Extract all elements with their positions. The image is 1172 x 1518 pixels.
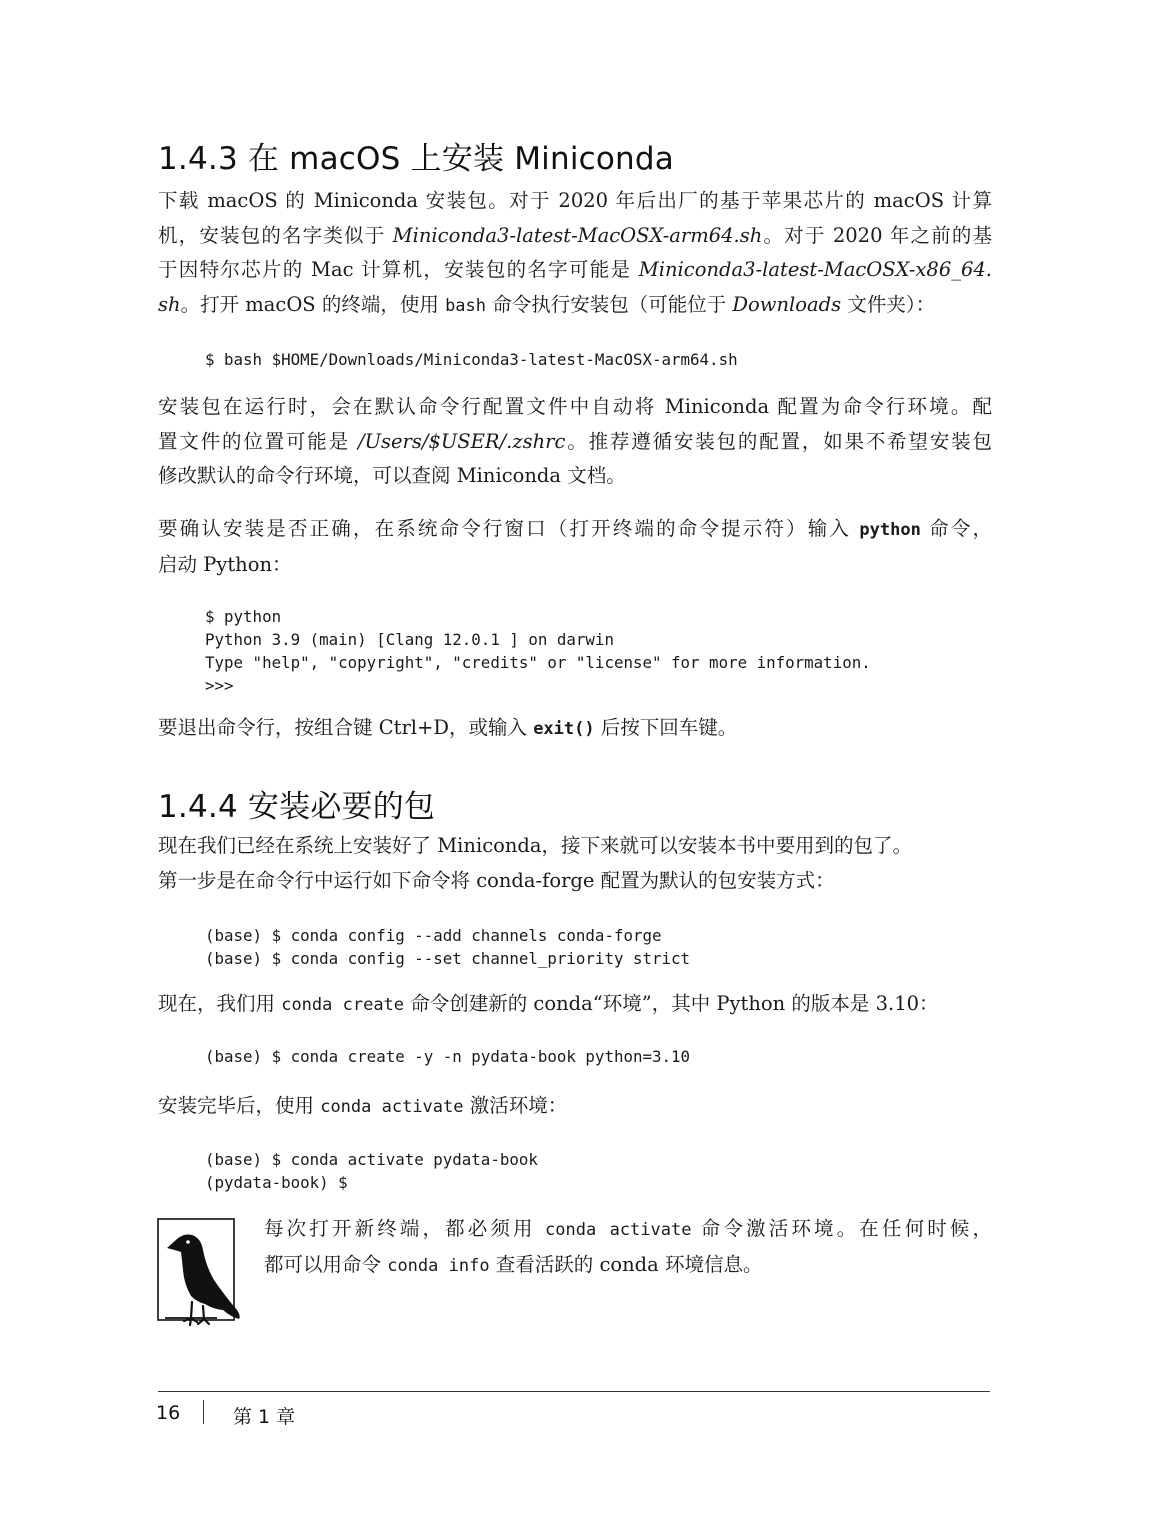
filename-arm64: Miniconda3-latest-MacOSX-arm64.sh (392, 223, 763, 247)
paragraph-conda-forge (158, 829, 992, 898)
paragraph-line: 安装包在运行时，会在默认命令行配置文件中自动将 Miniconda 配置为命令行环境。配 (158, 395, 992, 418)
footer-rule (158, 1391, 990, 1392)
inline-code-exit: exit() (533, 719, 595, 739)
paragraph-line: 要退出命令行，按组合键 Ctrl+D，或输入 exit() 后按下回车键。 (158, 716, 738, 739)
page-number: 16 (156, 1402, 181, 1424)
code-block-activate-env: (base) $ conda activate pydata-book (pydata-book) $ (205, 1150, 538, 1192)
paragraph-conda-create (158, 987, 992, 1023)
paragraph-line: 机，安装包的名字类似于 Miniconda3-latest-MacOSX-arm64.sh。对于 2020 年之前的基 (158, 223, 992, 247)
code-block-conda-create: (base) $ conda create -y -n pydata-book python=3.10 (205, 1047, 691, 1066)
paragraph-line: 置文件的位置可能是 /Users/$USER/.zshrc。推荐遵循安装包的配置，如果不希望安装包 (158, 429, 992, 453)
paragraph-line: 下载 macOS 的 Miniconda 安装包。对于 2020 年后出厂的基于苹果芯片的 macOS 计算 (158, 189, 992, 212)
paragraph-line: 安装完毕后，使用 conda activate 激活环境： (158, 1094, 568, 1117)
inline-code-conda-create: conda create (281, 995, 405, 1015)
inline-code-conda-activate: conda activate (320, 1097, 464, 1117)
paragraph-verify-install (158, 512, 992, 582)
paragraph-line: 现在，我们用 conda create 命令创建新的 conda“环境”，其中 Python 的版本是 3.10： (158, 992, 939, 1015)
paragraph-line: 修改默认的命令行环境，可以查阅 Miniconda 文档。 (158, 464, 626, 487)
paragraph-line: sh。打开 macOS 的终端，使用 bash 命令执行安装包（可能位于 Downloads 文件夹）： (158, 292, 936, 316)
paragraph-line: 现在我们已经在系统上安装好了 Miniconda，接下来就可以安装本书中要用到的包了。 (158, 834, 913, 857)
code-block-python-session: $ python Python 3.9 (main) [Clang 12.0.1 ] on darwin Type "help", "copyright", "credits" or "license" for more information. >>> (205, 607, 871, 695)
paragraph-line: 每次打开新终端，都必须用 conda activate 命令激活环境。在任何时候， (264, 1217, 992, 1240)
inline-code-bash: bash (445, 295, 487, 316)
crow-icon (157, 1218, 243, 1330)
paragraph-line: 第一步是在命令行中运行如下命令将 conda-forge 配置为默认的包安装方式： (158, 868, 835, 892)
paragraph-exit (158, 711, 992, 747)
section-heading-1-4-4: 1.4.4 安装必要的包 (158, 789, 436, 825)
code-block-conda-config: (base) $ conda config --add channels conda-forge (base) $ conda config --set channel_priority strict (205, 926, 691, 968)
inline-code-python: python (859, 520, 921, 540)
paragraph-line: 于因特尔芯片的 Mac 计算机，安装包的名字可能是 Miniconda3-latest-MacOSX-x86_64. (158, 258, 992, 281)
code-block-bash-install: $ bash $HOME/Downloads/Miniconda3-latest-MacOSX-arm64.sh (205, 350, 738, 369)
folder-downloads: Downloads (732, 292, 842, 316)
filename-x86: Miniconda3-latest-MacOSX-x86_64. (638, 258, 992, 281)
inline-code-conda-activate: conda activate (545, 1220, 692, 1240)
paragraph-line: 都可以用命令 conda info 查看活跃的 conda 环境信息。 (264, 1252, 763, 1276)
footer-divider (203, 1400, 204, 1424)
inline-code-conda-info: conda info (387, 1255, 490, 1276)
paragraph-config-file (158, 390, 992, 494)
section-heading-1-4-3: 1.4.3 在 macOS 上安装 Miniconda (158, 141, 674, 177)
config-path: /Users/$USER/.zshrc (358, 429, 566, 453)
paragraph-conda-activate (158, 1089, 992, 1125)
paragraph-line: 启动 Python： (158, 552, 292, 576)
paragraph-download-installer (158, 184, 992, 323)
chapter-label: 第 1 章 (233, 1406, 296, 1428)
paragraph-line: 要确认安装是否正确，在系统命令行窗口（打开终端的命令提示符）输入 python 命令， (158, 517, 992, 540)
note-callout (264, 1212, 992, 1283)
